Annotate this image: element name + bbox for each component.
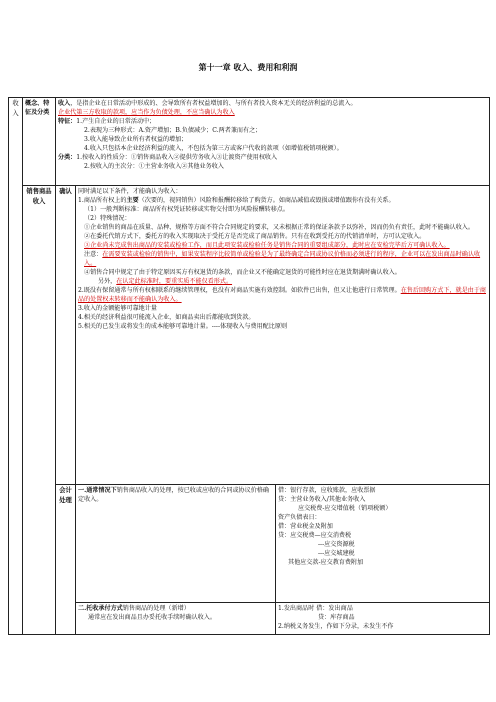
concept-label-cell: [23, 98, 56, 186]
sales-line-11: 3.收入的金额能够可靠地计量: [78, 305, 157, 312]
sales-line-8: ④销售合同中规定了由于特定原因买方有权退货的条款，而企业又不能确定退货的可能性时应在退货期满时确认收入。: [84, 269, 401, 276]
also-head: 另外，: [98, 278, 117, 285]
sales-line-1c: （次要的，视同销售）风险和报酬转移给了购货方。如商品减值或毁损或增值跟你有没有关系。: [138, 197, 395, 204]
sales-line-6: ③企业尚未完成售出商品的安装或检验工作，而且此项安装或检验任务是销售合同的重要组成部分，此时应在安检完毕后方可确认收入。: [84, 242, 450, 249]
consign-entry-1: 1.发出商品时 借：发出商品: [278, 605, 353, 612]
sales-label: 销售商品收入: [26, 188, 52, 205]
sales-line-13: 5.相关的已发生或将发生的成本能够可靠地计量。----体现收入与费用配比原则: [78, 323, 288, 330]
feat-4: 4.收入只包括本企业经济利益的流入，不包括为第三方或客户代收的款项（如增值税销项税额）。: [84, 145, 343, 152]
feat-head: 特征：: [58, 118, 77, 125]
page-title: 第十一章 收入、费用和利润: [198, 62, 298, 72]
sales-line-3: （2）特殊情况：: [84, 215, 131, 222]
entry-7: ---应交资源税: [318, 541, 355, 548]
entry-1: 借：银行存款，应收账款，应收票据: [278, 487, 376, 494]
table-row-accounting-1: [9, 485, 490, 603]
feat-2: 2.表现为三种形式：A.资产增加；B.负债减少；C.两者兼而有之；: [84, 127, 262, 134]
consign-entry-3: 2.纳税义务发生，作如下分录，未发生不作: [278, 623, 394, 630]
sales-line-12: 4.相关的经济利益很可能流入企业，如商品卖出后都能收到货款。: [78, 314, 255, 321]
cls-2: 2.按收入的主次分：①主营业务收入②其他业务收入: [84, 163, 224, 170]
entry-4: 资产负债表日：: [278, 514, 321, 521]
accounting-label: 会计处理: [59, 487, 72, 504]
recognition-label: 确认: [59, 188, 72, 195]
accounting-right-2: [276, 603, 490, 635]
feat-1: 1.产生自企业的日常活动中；: [76, 118, 156, 125]
def-head: 收入: [58, 100, 71, 107]
note-head: 注意：: [84, 251, 103, 258]
consign-text: 销售商品的处理（新增）: [122, 605, 190, 612]
normal-head: 一.通常情况下: [78, 487, 117, 494]
summary-table: [8, 97, 490, 635]
entry-3: 应交税费-应交增值税（销项税额）: [298, 505, 392, 512]
note-red: 在需要安装或检验的销售中，如果安装程序比较简单或检验是为了最终确定合同或协议价格而必须进行的程序，企业可以在发出商品时确认收入。: [84, 251, 481, 267]
cls-head: 分类：: [58, 154, 77, 161]
normal-text: 销售商品收入的处理，按已收或应收的合同或协议价格确定收入。: [78, 487, 270, 503]
def-red: 企业代第三方收取的款项，应当作为负债处理，不应当确认为收入: [58, 109, 235, 116]
concept-label: 概念、特征及分类: [25, 100, 50, 116]
sales-line-1a: 1.商品所有权上的: [78, 197, 127, 204]
sales-line-0: 同时满足以下条件，才能确认为收入：: [78, 188, 182, 195]
sales-content: [76, 186, 490, 485]
income-label-cell: [9, 98, 23, 635]
sales-label-cell: [23, 186, 56, 635]
accounting-left-1: [76, 485, 276, 603]
accounting-label-cell: [56, 485, 76, 635]
also-red: 在认定此标准时，要重实质不能仅看形式。: [116, 278, 233, 285]
consign-entry-2: 贷：库存商品: [318, 614, 355, 621]
table-row-concept: [9, 98, 490, 186]
entry-8: ---应交城建税: [318, 550, 355, 557]
income-label: 收入: [12, 100, 19, 117]
concept-content: [56, 98, 490, 186]
entry-6: 贷：应交税费—应交消费税: [278, 532, 352, 539]
sales-line-5: ②在委托代销方式下，委托方的收入实现取决于受托方是否完成了商品销售。只有在收到受托方的代销清单时，方可认定收入。: [84, 233, 426, 240]
sales-line-4: ①企业销售的商品在质量、品种、规格等方面不符合合同规定的要求，又未根据正常的保证条款予以弥补，因而仍负有责任，此时不能确认收入。: [84, 224, 474, 231]
recognition-label-cell: [56, 186, 76, 485]
sales-line-1b: 主要: [126, 197, 139, 204]
accounting-right-1: [276, 485, 490, 603]
entry-5: 借：营业税金及附加: [278, 523, 333, 530]
consign-more: 通常应在发出商品且办妥托收手续时确认收入。: [88, 614, 216, 621]
table-row-accounting-2: [9, 603, 490, 635]
accounting-left-2: [76, 603, 276, 635]
entry-9: 其他应交款-应交教育费附加: [288, 559, 364, 566]
feat-3: 3.收入能导致企业所有者权益的增加；: [84, 136, 188, 143]
entry-2: 贷：主营业务收入/其他业务收入: [278, 496, 366, 503]
sales-line-10: 2.既没有保留通常与所有权相联系的继续管理权，也没有对商品实施有效控制。如软件已出售，但又让他进行日常管理。: [78, 287, 401, 294]
sales-line-10-red: 在售后回购方式下，就是由于商品的处置权未转移而不能确认为收入。: [78, 287, 487, 303]
def-text: ，是指企业在日常活动中形成的、会导致所有者权益增加的、与所有者投入资本无关的经济利益的总流入。: [70, 100, 357, 107]
cls-1: 1.按收入的性质分：①销售商品收入②提供劳务收入③让渡资产使用权收入: [76, 154, 278, 161]
sales-line-2: （1）一般判断标准：商品所有权凭证转移或实物交付即为风险报酬转移点。: [84, 206, 289, 213]
table-row-sales: [9, 186, 490, 485]
consign-head: 二.托收承付方式: [78, 605, 123, 612]
